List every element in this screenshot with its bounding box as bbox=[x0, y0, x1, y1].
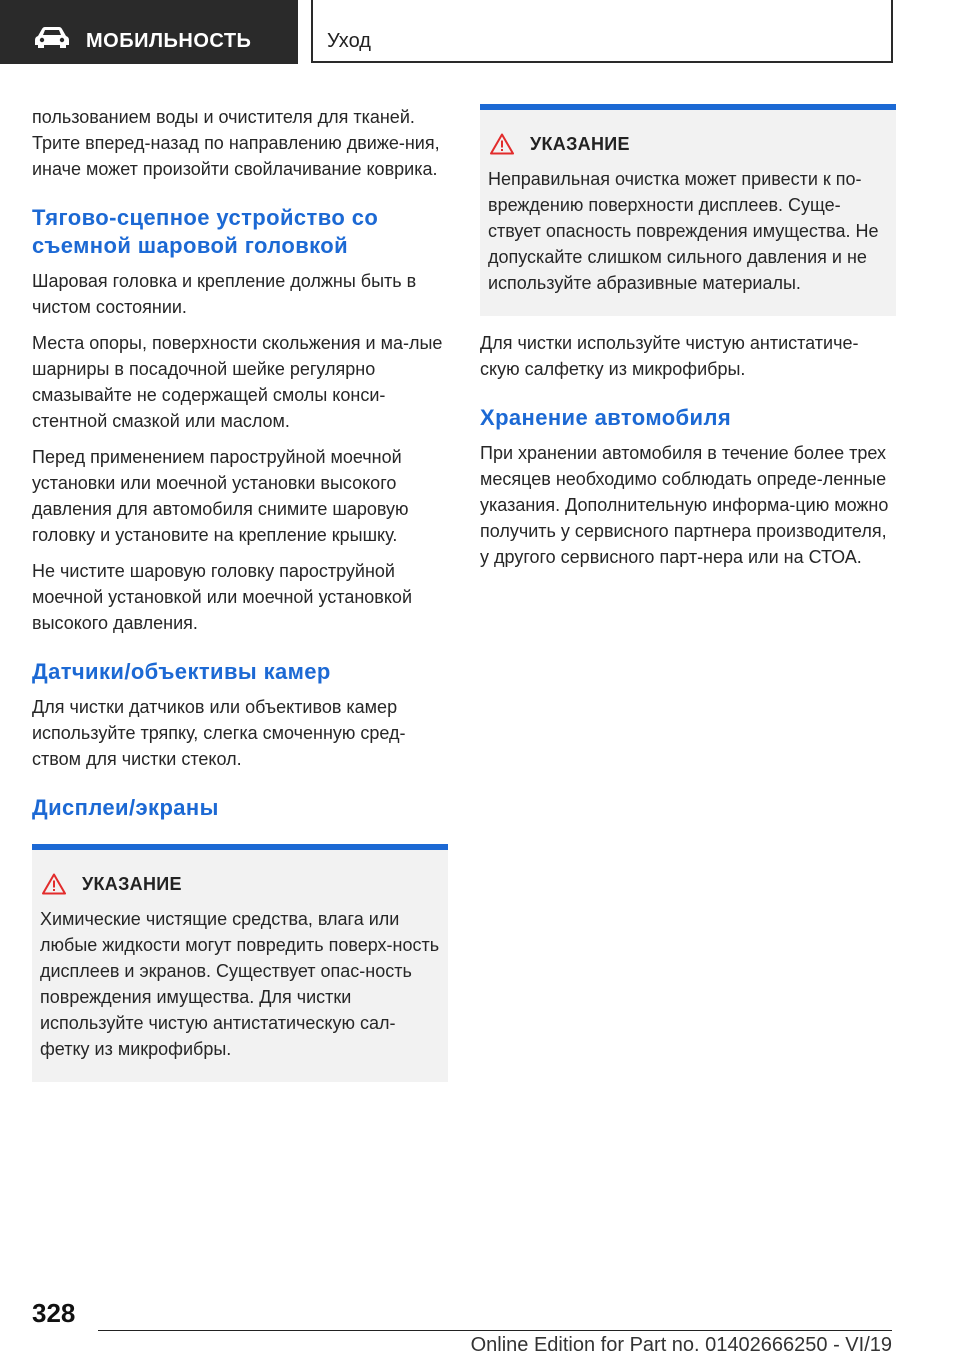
edition-footer: Online Edition for Part no. 01402666250 - VI/19 bbox=[470, 1334, 892, 1356]
intro-paragraph: пользованием воды и очистителя для тканей. Трите вперед-назад по направлению движе-ния, иначе может произойти свойлачивание коврика. bbox=[32, 107, 440, 179]
note-header bbox=[488, 132, 888, 156]
header-section-tab bbox=[0, 0, 298, 64]
paragraph: Шаровая головка и крепление должны быть в чистом состоянии. bbox=[32, 271, 417, 317]
note-box bbox=[32, 844, 448, 1082]
section-heading-displays: Дисплеи/экраны bbox=[32, 795, 219, 820]
chapter-title: Уход bbox=[327, 30, 371, 52]
section-heading-sensors: Датчики/объективы камер bbox=[32, 659, 331, 684]
paragraph: Не чистите шаровую головку пароструйной моечной установкой или моечной установкой высокого давления. bbox=[32, 561, 412, 633]
section-heading-towbar: Тягово-сцепное устройство со съемной шаровой головкой bbox=[32, 205, 379, 258]
right-column bbox=[480, 104, 896, 580]
section-label: МОБИЛЬНОСТЬ bbox=[86, 30, 252, 52]
note-label: УКАЗАНИЕ bbox=[530, 133, 630, 154]
paragraph: Для чистки датчиков или объективов камер используйте тряпку, слегка смоченную сред-ством для чистки стекол. bbox=[32, 697, 406, 769]
left-column bbox=[32, 104, 448, 1082]
note-label: УКАЗАНИЕ bbox=[82, 873, 182, 894]
paragraph: Для чистки используйте чистую антистатиче-скую салфетку из микрофибры. bbox=[480, 333, 859, 379]
warning-triangle-icon bbox=[490, 133, 514, 155]
warning-triangle-icon bbox=[42, 873, 66, 895]
paragraph: Места опоры, поверхности скольжения и ма-лые шарниры в посадочной шейке регулярно смазывайте не содержащей смолы конси-стентной смазкой или маслом. bbox=[32, 333, 443, 431]
page-number: 328 bbox=[32, 1298, 76, 1328]
note-text: Неправильная очистка может привести к по-вреждению поверхности дисплеев. Суще-ствует опасность повреждения имущества. Не допускайте слишком сильного давления и не используйте абразивные материалы. bbox=[488, 169, 879, 293]
car-icon bbox=[34, 26, 70, 48]
note-box bbox=[480, 104, 896, 316]
footer-divider bbox=[98, 1330, 892, 1331]
chapter-header bbox=[311, 0, 893, 63]
note-text: Химические чистящие средства, влага или любые жидкости могут повредить поверх-ность дисплеев и экранов. Существует опас-ность повреждения имущества. Для чистки используйте чистую антистатическую сал-фетку из микрофибры. bbox=[40, 909, 440, 1059]
paragraph: При хранении автомобиля в течение более трех месяцев необходимо соблюдать опреде-ленные указания. Дополнительную информа-цию можно получить у сервисного партнера производителя, у другого сервисного парт-нера или на СТОА. bbox=[480, 443, 889, 567]
paragraph: Перед применением пароструйной моечной установки или моечной установки высокого давления для автомобиля снимите шаровую головку и установите на крепление крышку. bbox=[32, 447, 409, 545]
section-heading-storage: Хранение автомобиля bbox=[480, 405, 732, 430]
note-header bbox=[40, 872, 440, 896]
